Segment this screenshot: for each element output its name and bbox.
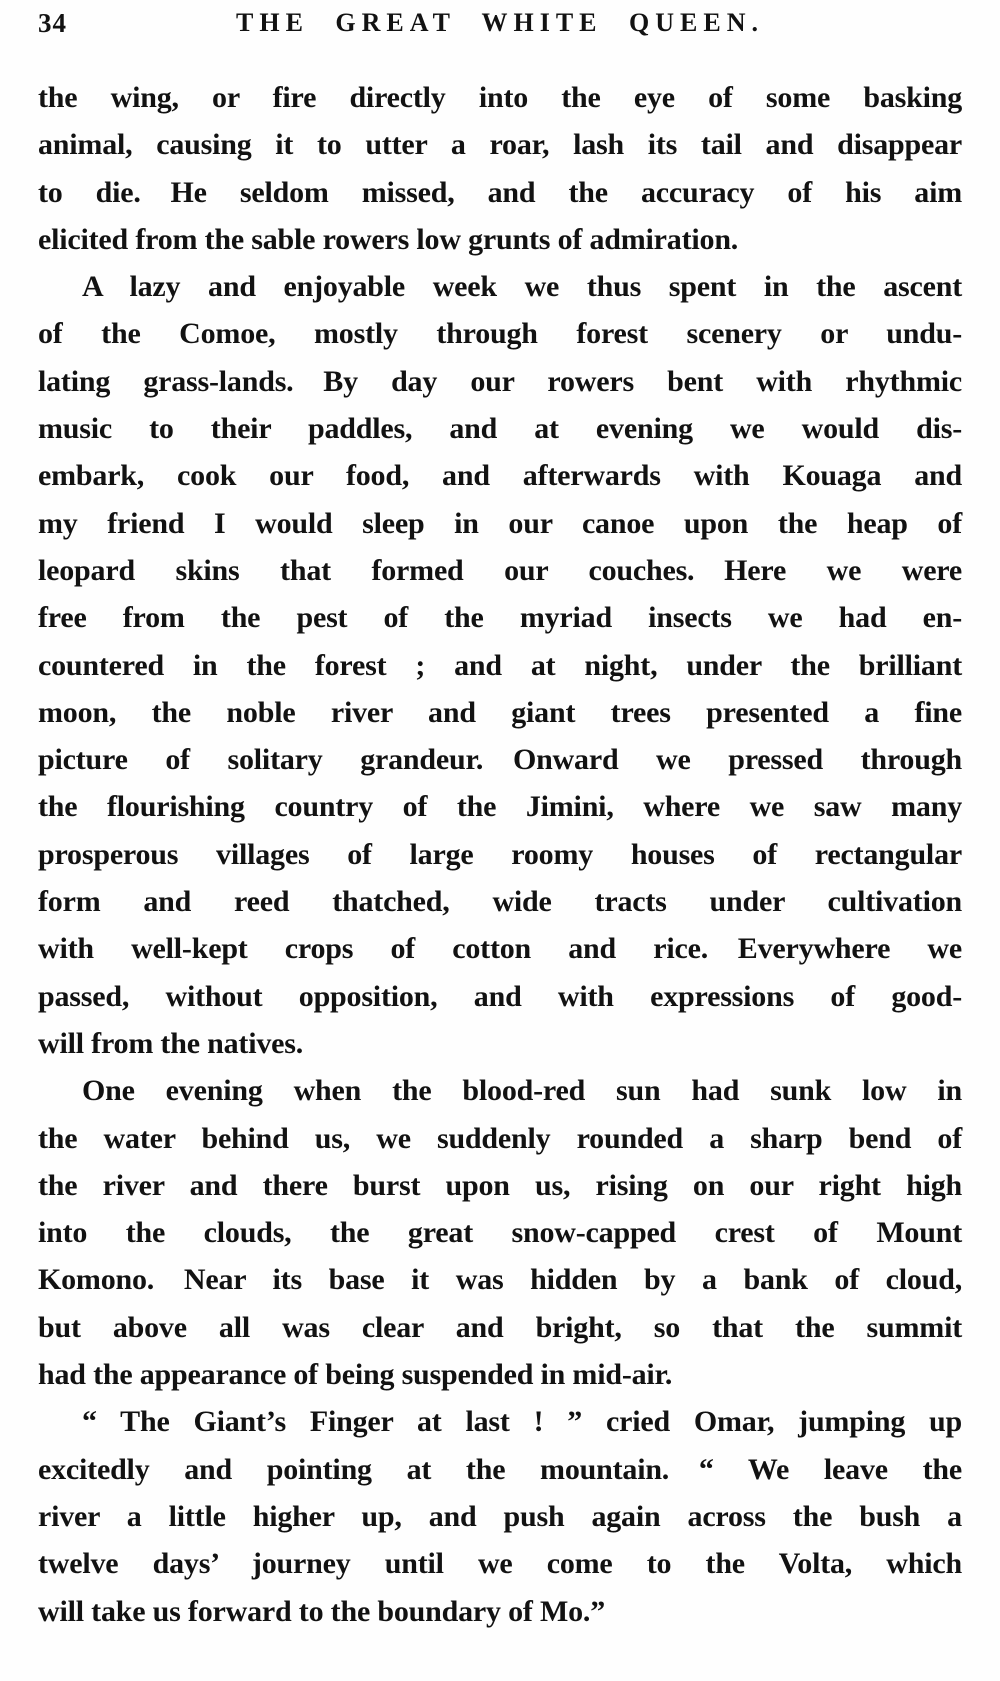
text-line: One evening when the blood-red sun had sunk low in: [82, 1074, 962, 1108]
running-header: [38, 8, 962, 42]
text-line: to die. He seldom missed, and the accuracy of his aim: [38, 175, 962, 209]
text-line: elicited from the sable rowers low grunts of admiration.: [38, 222, 739, 256]
text-line: prosperous villages of large roomy houses of rectangular: [38, 837, 962, 871]
text-line: animal, causing it to utter a roar, lash its tail and disappear: [38, 128, 962, 162]
text-line: “ The Giant’s Finger at last ! ” cried Omar, jumping up: [82, 1405, 962, 1439]
text-line: passed, without opposition, and with expressions of good-: [38, 979, 962, 1013]
text-line: lating grass-lands. By day our rowers bent with rhythmic: [38, 364, 962, 398]
text-line: free from the pest of the myriad insects we had en-: [38, 601, 962, 635]
text-line: leopard skins that formed our couches. Here we were: [38, 553, 962, 587]
text-line: picture of solitary grandeur. Onward we pressed through: [38, 743, 962, 777]
text-line: twelve days’ journey until we come to the Volta, which: [38, 1547, 962, 1581]
text-line: will take us forward to the boundary of Mo.”: [38, 1594, 606, 1628]
text-line: moon, the noble river and giant trees presented a fine: [38, 695, 962, 729]
text-line: river a little higher up, and push again across the bush a: [38, 1499, 962, 1533]
text-line: the river and there burst upon us, rising on our right high: [38, 1168, 962, 1202]
text-line: into the clouds, the great snow-capped crest of Mount: [38, 1216, 962, 1250]
page-number: 34: [38, 8, 67, 38]
text-line: Komono. Near its base it was hidden by a bank of cloud,: [38, 1263, 962, 1297]
text-line: the wing, or fire directly into the eye of some basking: [38, 81, 962, 114]
text-line: with well-kept crops of cotton and rice. Everywhere we: [38, 932, 962, 966]
text-line: of the Comoe, mostly through forest scenery or undu-: [38, 317, 962, 351]
text-line: the water behind us, we suddenly rounded a sharp bend of: [38, 1121, 962, 1155]
text-line: form and reed thatched, wide tracts under cultivation: [38, 885, 962, 919]
text-line: will from the natives.: [38, 1026, 304, 1060]
text-line: excitedly and pointing at the mountain. “ We leave the: [38, 1452, 962, 1486]
text-line: had the appearance of being suspended in mid-air.: [38, 1358, 673, 1392]
text-line: countered in the forest ; and at night, under the brilliant: [38, 648, 962, 682]
text-line: music to their paddles, and at evening we would dis-: [38, 412, 962, 446]
page-text-block: [38, 74, 962, 1635]
text-line: my friend I would sleep in our canoe upon the heap of: [38, 506, 962, 540]
text-line: the flourishing country of the Jimini, where we saw many: [38, 790, 962, 824]
text-line: A lazy and enjoyable week we thus spent in the ascent: [82, 270, 962, 304]
running-header-title: THE GREAT WHITE QUEEN.: [236, 8, 764, 37]
text-line: embark, cook our food, and afterwards with Kouaga and: [38, 459, 962, 493]
text-line: but above all was clear and bright, so that the summit: [38, 1310, 962, 1344]
